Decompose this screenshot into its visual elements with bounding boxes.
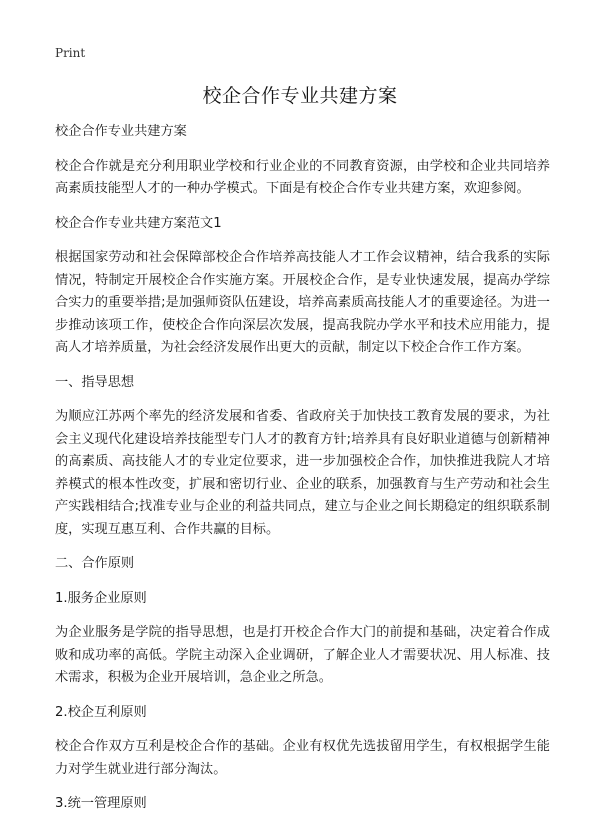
document-title: 校企合作专业共建方案 <box>202 85 398 107</box>
subheading-mutual-benefit: 2.校企互利原则 <box>55 704 147 720</box>
section-heading-principles: 二、合作原则 <box>55 556 135 571</box>
section-heading-sample-1: 校企合作专业共建方案范文1 <box>55 215 222 231</box>
print-label: Print <box>55 46 86 60</box>
document-body <box>55 121 550 828</box>
paragraph-guiding-thought: 为顺应江苏两个率先的经济发展和省委、省政府关于加快技工教育发展的要求，为社会主义现代化建设培养技能型专门人才的教育方针;培养具有良好职业道德与创新精神的高素质、高技能人才的专业定位要求，进一步加强校企合作，加快推进我院人才培养模式的根本性改变，扩展和密切行业、企业的联系，加强教育与生产劳动和社会生产实践相结合;找准专业与企业的利益共同点，建立与企业之间长期稳定的组织联系制度，实现互惠互利、合作共赢的目标。 <box>55 409 550 537</box>
subheading-service-principle: 1.服务企业原则 <box>55 590 147 606</box>
document-subtitle: 校企合作专业共建方案 <box>55 124 187 139</box>
paragraph-mutual-benefit: 校企合作双方互利是校企合作的基础。企业有权优先选拔留用学生，有权根据学生能力对学生就业进行部分淘汰。 <box>55 739 550 777</box>
section-heading-guiding-thought: 一、指导思想 <box>55 374 135 390</box>
paragraph-service-principle: 为企业服务是学院的指导思想，也是打开校企合作大门的前提和基础，决定着合作成败和成功率的高低。学院主动深入企业调研，了解企业人才需要状况、用人标准、技术需求，积极为企业开展培训，急企业之所急。 <box>55 625 550 685</box>
paragraph-background: 根据国家劳动和社会保障部校企合作培养高技能人才工作会议精神，结合我系的实际情况，特制定开展校企合作实施方案。开展校企合作，是专业快速发展，提高办学综合实力的重要举措;是加强师资队伍建设，培养高素质高技能人才的重要途径。为进一步推动该项工作，使校企合作向深层次发展，提高我院办学水平和技术应用能力，提高人才培养质量，为社会经济发展作出更大的贡献，制定以下校企合作工作方案。 <box>55 250 550 355</box>
subheading-unified-management: 3.统一管理原则 <box>55 796 147 811</box>
intro-paragraph: 校企合作就是充分利用职业学校和行业企业的不同教育资源，由学校和企业共同培养高素质技能型人才的一种办学模式。下面是有校企合作专业共建方案，欢迎参阅。 <box>55 158 550 196</box>
